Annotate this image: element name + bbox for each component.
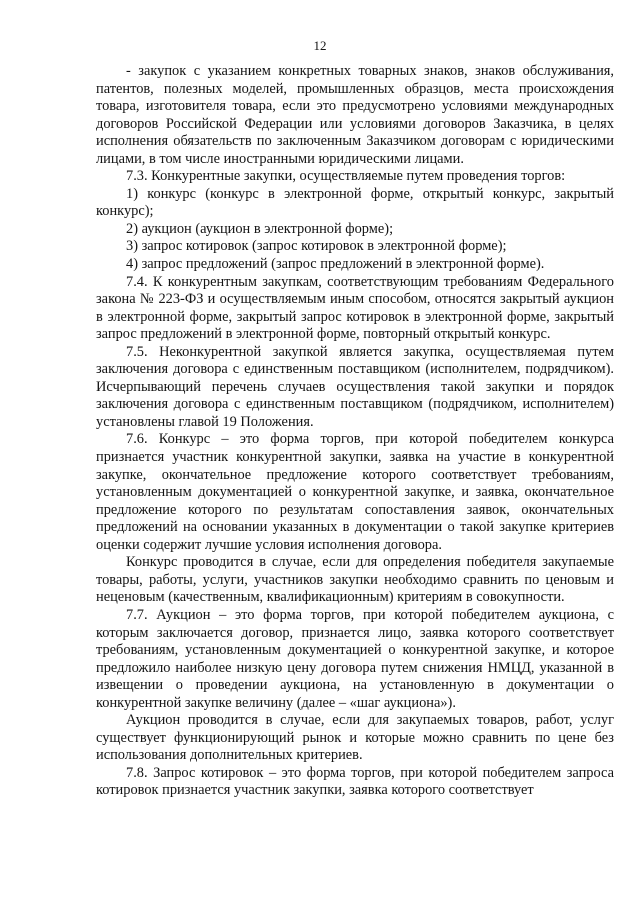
list-item-auction: 2) аукцион (аукцион в электронной форме); [126,220,394,237]
paragraph-7-5: 7.5. Неконкурентной закупкой является закупка, осуществляемая путем заключения договора с единственным поставщиком (исполнителем, подрядчиком). Исчерпывающий перечень случаев осуществления такой закупки и порядок заключения договора с единственным поставщиком (подрядчиком, исполнителем) установлены главой 19 Положения. [96,343,614,430]
paragraph-auction-conditions: Аукцион проводится в случае, если для закупаемых товаров, работ, услуг существует функционирующий рынок и которые можно сравнить по цене без использования дополнительных критериев. [96,712,614,764]
list-item-contest: 1) конкурс (конкурс в электронной форме, открытый конкурс, закрытый конкурс); [96,185,614,220]
paragraph-7-7: 7.7. Аукцион – это форма торгов, при которой победителем аукциона, с которым заключается договор, признается лицо, заявка которого соответствует требованиям, установленным документацией о конкурентной закупке, и которое предложило наиболее низкую цену договора путем снижения НМЦД, указанной в извещении о проведении аукциона, на установленную в документации о конкурентной закупке величину (далее – «шаг аукциона»). [96,606,614,711]
list-item-quotation-request: 3) запрос котировок (запрос котировок в электронной форме); [126,238,507,255]
paragraph-7-3: 7.3. Конкурентные закупки, осуществляемые путем проведения торгов: [126,168,566,185]
paragraph-7-8: 7.8. Запрос котировок – это форма торгов, при которой победителем запроса котировок признается участник закупки, заявка которого соответствует [96,764,614,799]
paragraph-contest-conditions: Конкурс проводится в случае, если для определения победителя закупаемые товары, работы, услуги, участников закупки необходимо сравнить по ценовым и неценовым (качественным, квалификационным) критериям в совокупности. [96,554,614,606]
list-item-proposal-request: 4) запрос предложений (запрос предложений в электронной форме). [126,256,545,273]
document-body [96,63,614,800]
page-number: 12 [313,38,327,53]
paragraph-7-6: 7.6. Конкурс – это форма торгов, при которой победителем конкурса признается участник конкурентной закупки, заявка на участие в конкурентной закупке, окончательное предложение которого соответствует требованиям, установленным документацией о конкурентной закупке, и заявка, окончательное предложение которого по результатам сопоставления заявок, окончательных предложений на основании указанных в документации о такой закупке критериев оценки содержит лучшие условия исполнения договора. [96,431,614,553]
paragraph-7-4: 7.4. К конкурентным закупкам, соответствующим требованиям Федерального закона № 223-ФЗ и осуществляемым иным способом, относятся закрытый аукцион в электронной форме, закрытый запрос котировок в электронной форме, закрытый запрос предложений в электронной форме, повторный открытый конкурс. [96,273,614,343]
paragraph-exceptions-item: - закупок с указанием конкретных товарных знаков, знаков обслуживания, патентов, полезных моделей, промышленных образцов, места происхождения товара, изготовителя товара, если это предусмотрено условиями международных договоров Российской Федерации или условиями договоров Заказчика, в целях исполнения обязательств по заключенным Заказчиком договорам с юридическими лицами, в том числе иностранными юридическими лицами. [96,63,614,167]
